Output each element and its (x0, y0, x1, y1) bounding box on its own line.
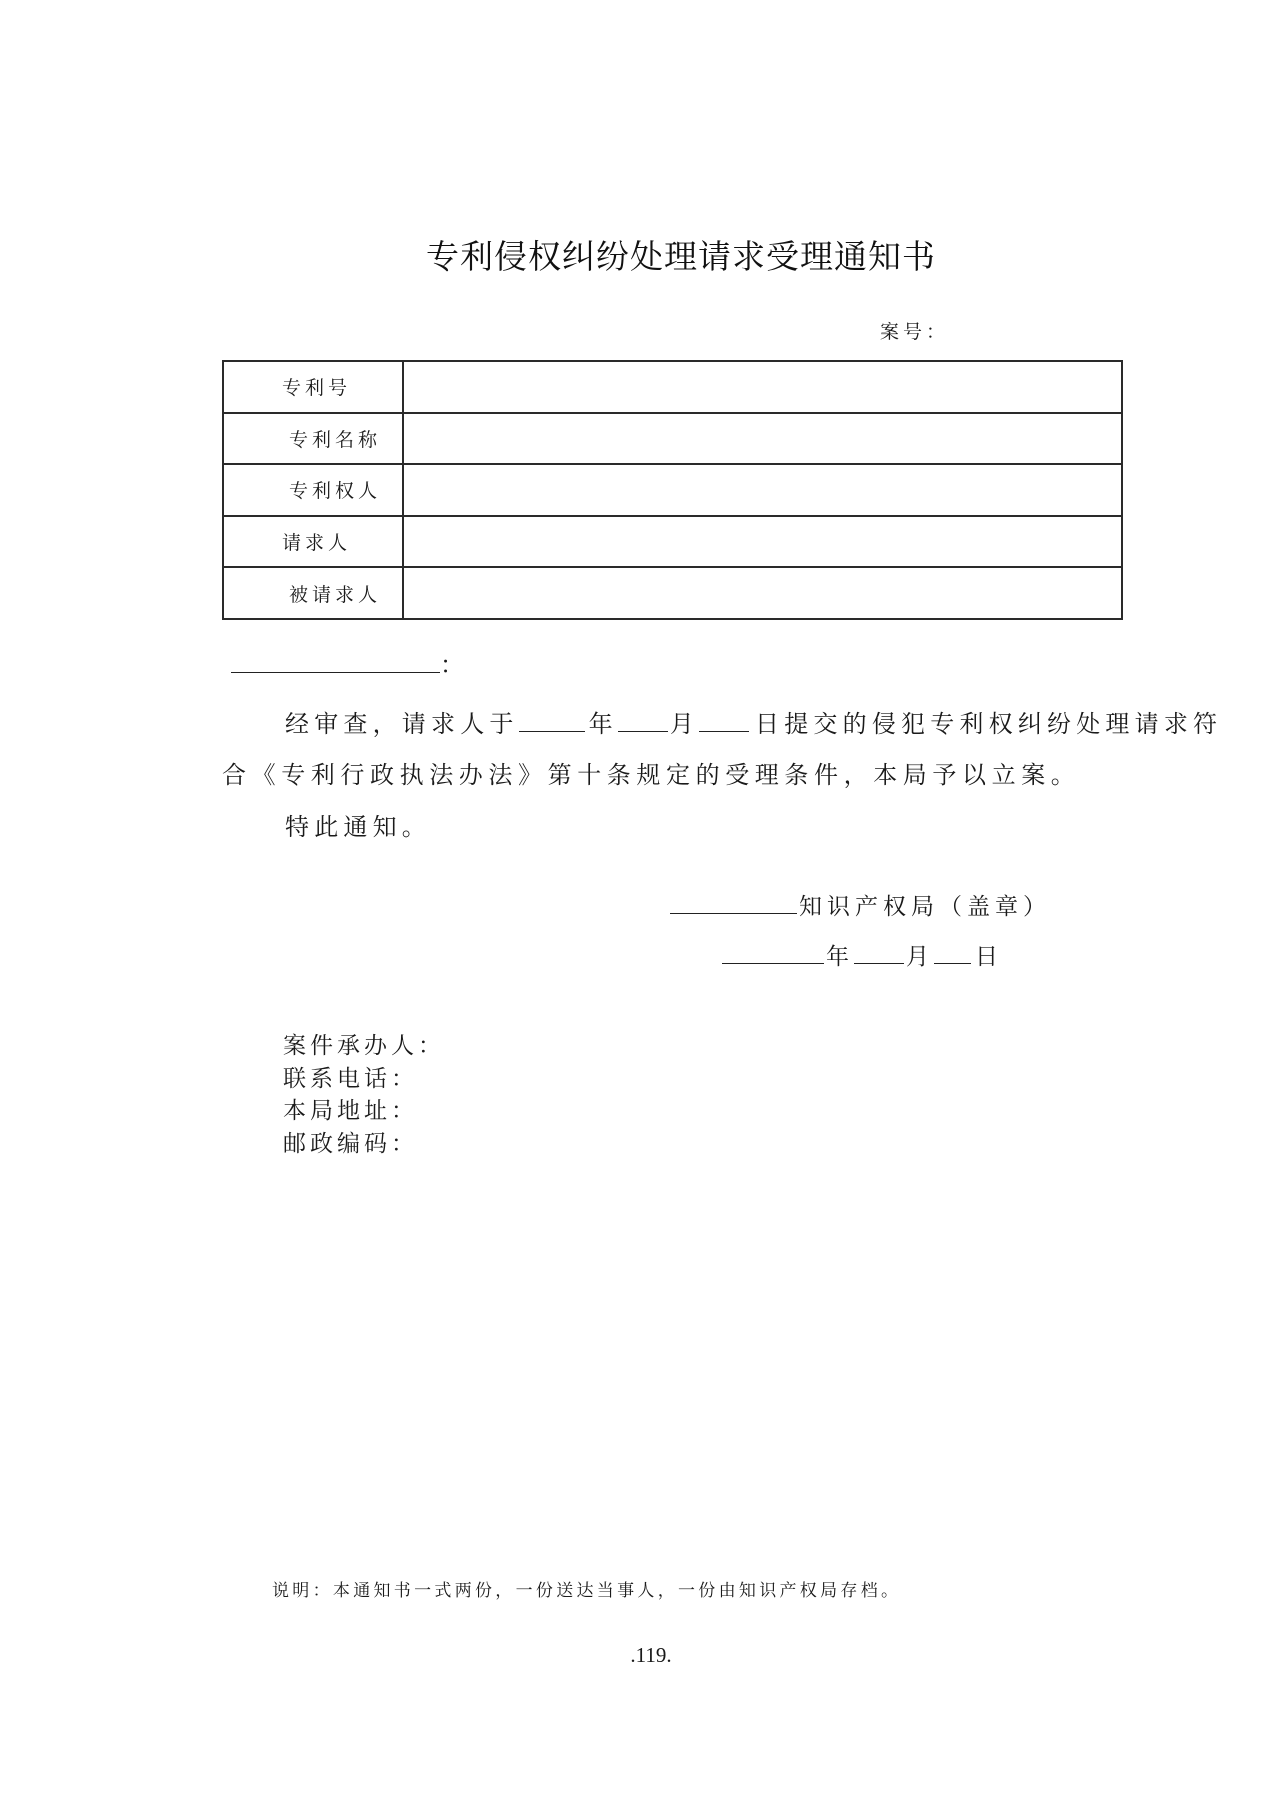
table-row-patent-name (223, 413, 1122, 465)
patent-number-label: 专利号 (223, 361, 403, 413)
signature-agency-line (670, 891, 1051, 922)
agency-seal-label: 知识产权局（盖章） (799, 894, 1051, 920)
page-number: .119. (630, 1643, 672, 1667)
patent-name-field[interactable] (403, 413, 1122, 465)
body-line-3: 特此通知。 (285, 813, 431, 841)
addressee-blank[interactable] (231, 650, 440, 673)
patent-number-field[interactable] (403, 361, 1122, 413)
requester-label: 请求人 (223, 516, 403, 568)
sign-month-blank[interactable] (854, 941, 904, 964)
agency-name-blank[interactable] (670, 891, 797, 914)
month-label: 月 (669, 710, 700, 738)
contact-case-officer: 案件承办人： (283, 1033, 445, 1059)
signature-date-line (722, 941, 1003, 972)
table-row-respondent (223, 567, 1122, 619)
contact-address: 本局地址： (283, 1098, 418, 1124)
patent-name-label: 专利名称 (223, 413, 403, 465)
contact-block (283, 1030, 445, 1160)
sign-day-blank[interactable] (934, 941, 971, 964)
body-line-1-suffix: 日提交的侵犯专利权纠纷处理请求符 (755, 710, 1223, 738)
table-row-requester (223, 516, 1122, 568)
footer-note: 说明：本通知书一式两份，一份送达当事人，一份由知识产权局存档。 (272, 1581, 902, 1601)
body-line-2: 合《专利行政执法办法》第十条规定的受理条件，本局予以立案。 (222, 761, 1081, 789)
filing-day-blank[interactable] (699, 709, 749, 732)
filing-year-blank[interactable] (519, 709, 585, 732)
year-label: 年 (588, 710, 618, 738)
body-line-1-prefix: 经审查，请求人于 (285, 710, 519, 738)
patentee-field[interactable] (403, 464, 1122, 516)
sign-day-label: 日 (975, 944, 1003, 970)
body-line-1 (285, 708, 1222, 740)
patentee-label: 专利权人 (223, 464, 403, 516)
requester-field[interactable] (403, 516, 1122, 568)
sign-year-label: 年 (826, 944, 854, 970)
table-row-patentee (223, 464, 1122, 516)
patent-info-table (222, 360, 1123, 620)
respondent-field[interactable] (403, 567, 1122, 619)
addressee-colon: ： (440, 651, 464, 679)
filing-month-blank[interactable] (618, 709, 668, 732)
case-number-label: 案号： (880, 321, 950, 343)
document-title: 专利侵权纠纷处理请求受理通知书 (426, 237, 936, 276)
sign-month-label: 月 (906, 944, 934, 970)
addressee-line (231, 650, 464, 679)
contact-phone: 联系电话： (283, 1065, 418, 1092)
respondent-label: 被请求人 (223, 567, 403, 619)
contact-postcode: 邮政编码： (283, 1130, 418, 1157)
table-row-patent-number (223, 361, 1122, 413)
sign-year-blank[interactable] (722, 941, 824, 964)
